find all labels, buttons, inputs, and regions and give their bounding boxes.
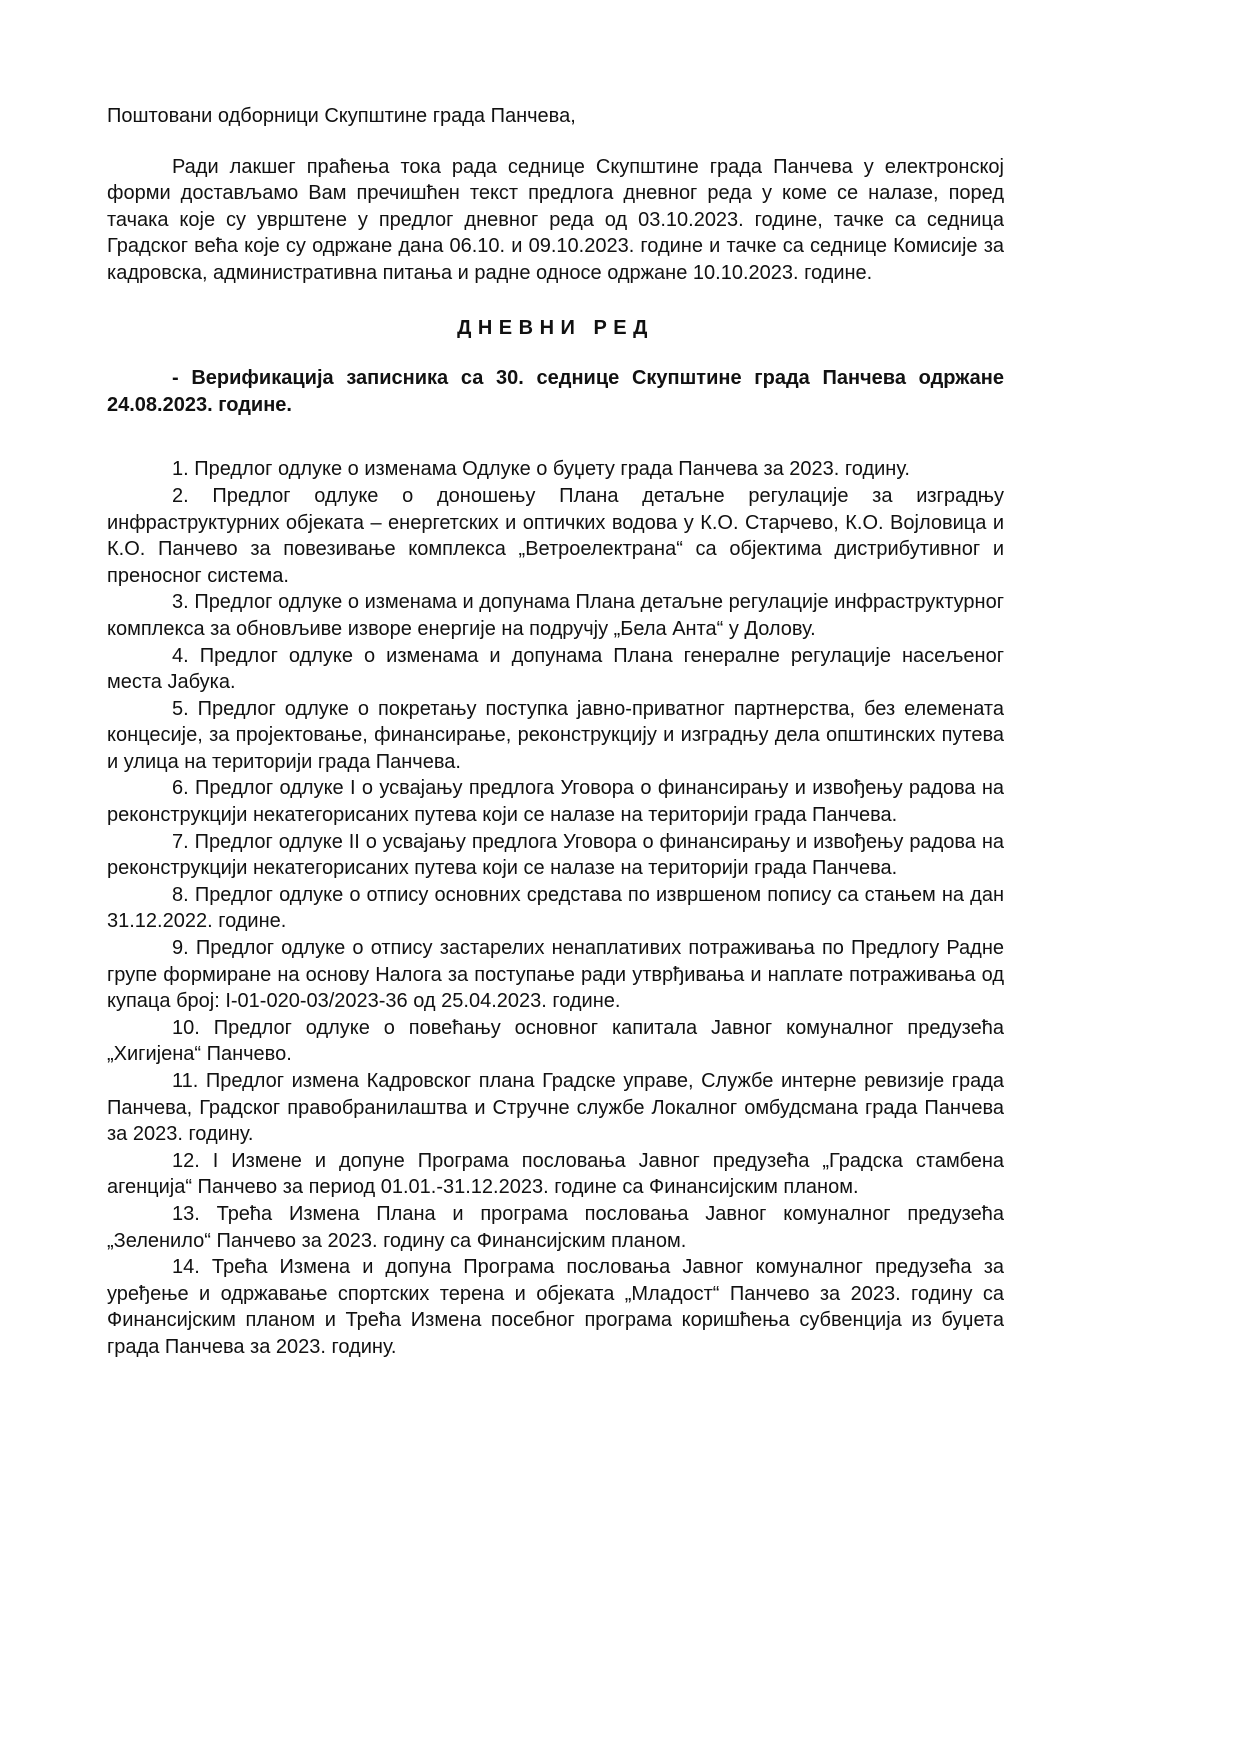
agenda-item-text: Предлог одлуке о доношењу Плана детаљне регулације за изградњу инфраструктурних објеката – енергетских и оптичких водова у К.О. Старчево, К.О. Војловица и К.О. Панчево за повезивање комплекса „Ветроелектрана“ са објектима дистрибутивног и преносног система.: [107, 484, 1004, 587]
agenda-item-number: 4.: [172, 644, 189, 667]
agenda-item-text: Предлог одлуке о покретању поступка јавно-приватног партнерства, без елемената концесије, за пројектовање, финансирање, реконструкцију и изградњу дела општинских путева и улица на територији града Панчева.: [107, 697, 1004, 773]
agenda-item: [107, 1068, 1004, 1148]
agenda-item-number: 12.: [172, 1149, 200, 1172]
agenda-list: [107, 456, 1004, 1360]
agenda-item: [107, 483, 1004, 589]
agenda-item: [107, 775, 1004, 828]
verification-item: - Верификација записника са 30. седнице Скупштине града Панчева одржане 24.08.2023. године.: [107, 367, 1004, 416]
agenda-item: [107, 882, 1004, 935]
agenda-item-text: Предлог измена Кадровског плана Градске управе, Службе интерне ревизије града Панчева, Градског правобранилаштва и Стручне службе Локалног омбудсмана града Панчева за 2023. годину.: [107, 1070, 1005, 1146]
agenda-item-text: Предлог одлуке о изменама и допунама Плана детаљне регулације инфраструктурног комплекса за обновљиве изворе енергије на подручју „Бела Анта“ у Долову.: [107, 591, 1004, 640]
agenda-item-text: Предлог одлуке о повећању основног капитала Јавног комуналног предузећа „Хигијена“ Панчево.: [107, 1016, 1004, 1066]
agenda-item-number: 1.: [172, 458, 189, 481]
agenda-item-text: Предлог одлуке о отпису основних средстава по извршеном попису са стањем на дан 31.12.2022. године.: [107, 883, 1004, 933]
agenda-item-number: 2.: [172, 484, 189, 507]
agenda-item-number: 9.: [172, 937, 189, 960]
document-page: [107, 103, 1004, 1361]
agenda-item: [107, 1015, 1004, 1068]
agenda-item-text: Предлог одлуке о изменама Одлуке о буџету града Панчева за 2023. годину.: [194, 458, 910, 481]
agenda-item: [107, 829, 1004, 882]
intro-paragraph: Ради лакшег праћења тока рада седнице Скупштине града Панчева у електронској форми достављамо Вам пречишћен текст предлога дневног реда у коме се налазе, поред тачака које су уврштене у предлог дневног реда од 03.10.2023. године, тачке са седница Градског већа које су одржане дана 06.10. и 09.10.2023. године и тачке са седнице Комисије за кадровска, административна питања и радне односе одржане 10.10.2023. године.: [107, 155, 1004, 284]
agenda-item-text: Трећа Измена и допуна Програма пословања Јавног комуналног предузећа за уређење и одржавање спортских терена и објеката „Младост“ Панчево за 2023. годину са Финансијским планом и Трећа Измена посебног програма коришћења субвенција из буџета града Панчева за 2023. годину.: [107, 1256, 1005, 1358]
agenda-item: [107, 935, 1004, 1015]
agenda-item-number: 8.: [172, 883, 189, 906]
agenda-item-text: Трећа Измена Плана и програма пословања Јавног комуналног предузећа „Зеленило“ Панчево за 2023. годину са Финансијским планом.: [107, 1202, 1004, 1252]
agenda-item-number: 14.: [172, 1256, 200, 1279]
agenda-item: [107, 643, 1004, 696]
agenda-item: [107, 1254, 1004, 1360]
agenda-item-number: 13.: [172, 1202, 200, 1225]
salutation: Поштовани одборници Скупштине града Панчева,: [107, 105, 576, 127]
agenda-heading: ДНЕВНИ РЕД: [457, 316, 654, 339]
agenda-item-number: 7.: [172, 830, 189, 853]
agenda-item-text: I Измене и допуне Програма пословања Јавног предузећа „Градска стамбена агенција“ Панчево за период 01.01.-31.12.2023. године са Финансијским планом.: [107, 1149, 1004, 1199]
agenda-item-text: Предлог одлуке II о усвајању предлога Уговора о финансирању и извођењу радова на реконструкцији некатегорисаних путева који се налазе на територији града Панчева.: [107, 830, 1004, 880]
agenda-item: [107, 1201, 1004, 1254]
agenda-item-text: Предлог одлуке о отпису застарелих ненаплативих потраживања по Предлогу Радне групе формиране на основу Налога за поступање ради утврђивања и наплате потраживања од купаца број: I-01-020-03/2023-36 од 25.04.2023. године.: [107, 937, 1004, 1013]
agenda-item: [107, 589, 1004, 642]
agenda-item-number: 5.: [172, 697, 189, 720]
agenda-item: [107, 456, 1004, 483]
agenda-item-number: 11.: [172, 1070, 199, 1092]
agenda-item-text: Предлог одлуке I о усвајању предлога Уговора о финансирању и извођењу радова на реконструкцији некатегорисаних путева који се налазе на територији града Панчева.: [107, 777, 1005, 827]
agenda-item-number: 3.: [172, 591, 189, 614]
agenda-item-number: 10.: [172, 1016, 200, 1039]
agenda-item: [107, 1148, 1004, 1201]
agenda-item-text: Предлог одлуке о изменама и допунама Плана генералне регулације насељеног места Јабука.: [107, 644, 1004, 694]
agenda-item-number: 6.: [172, 777, 189, 800]
agenda-item: [107, 696, 1004, 776]
